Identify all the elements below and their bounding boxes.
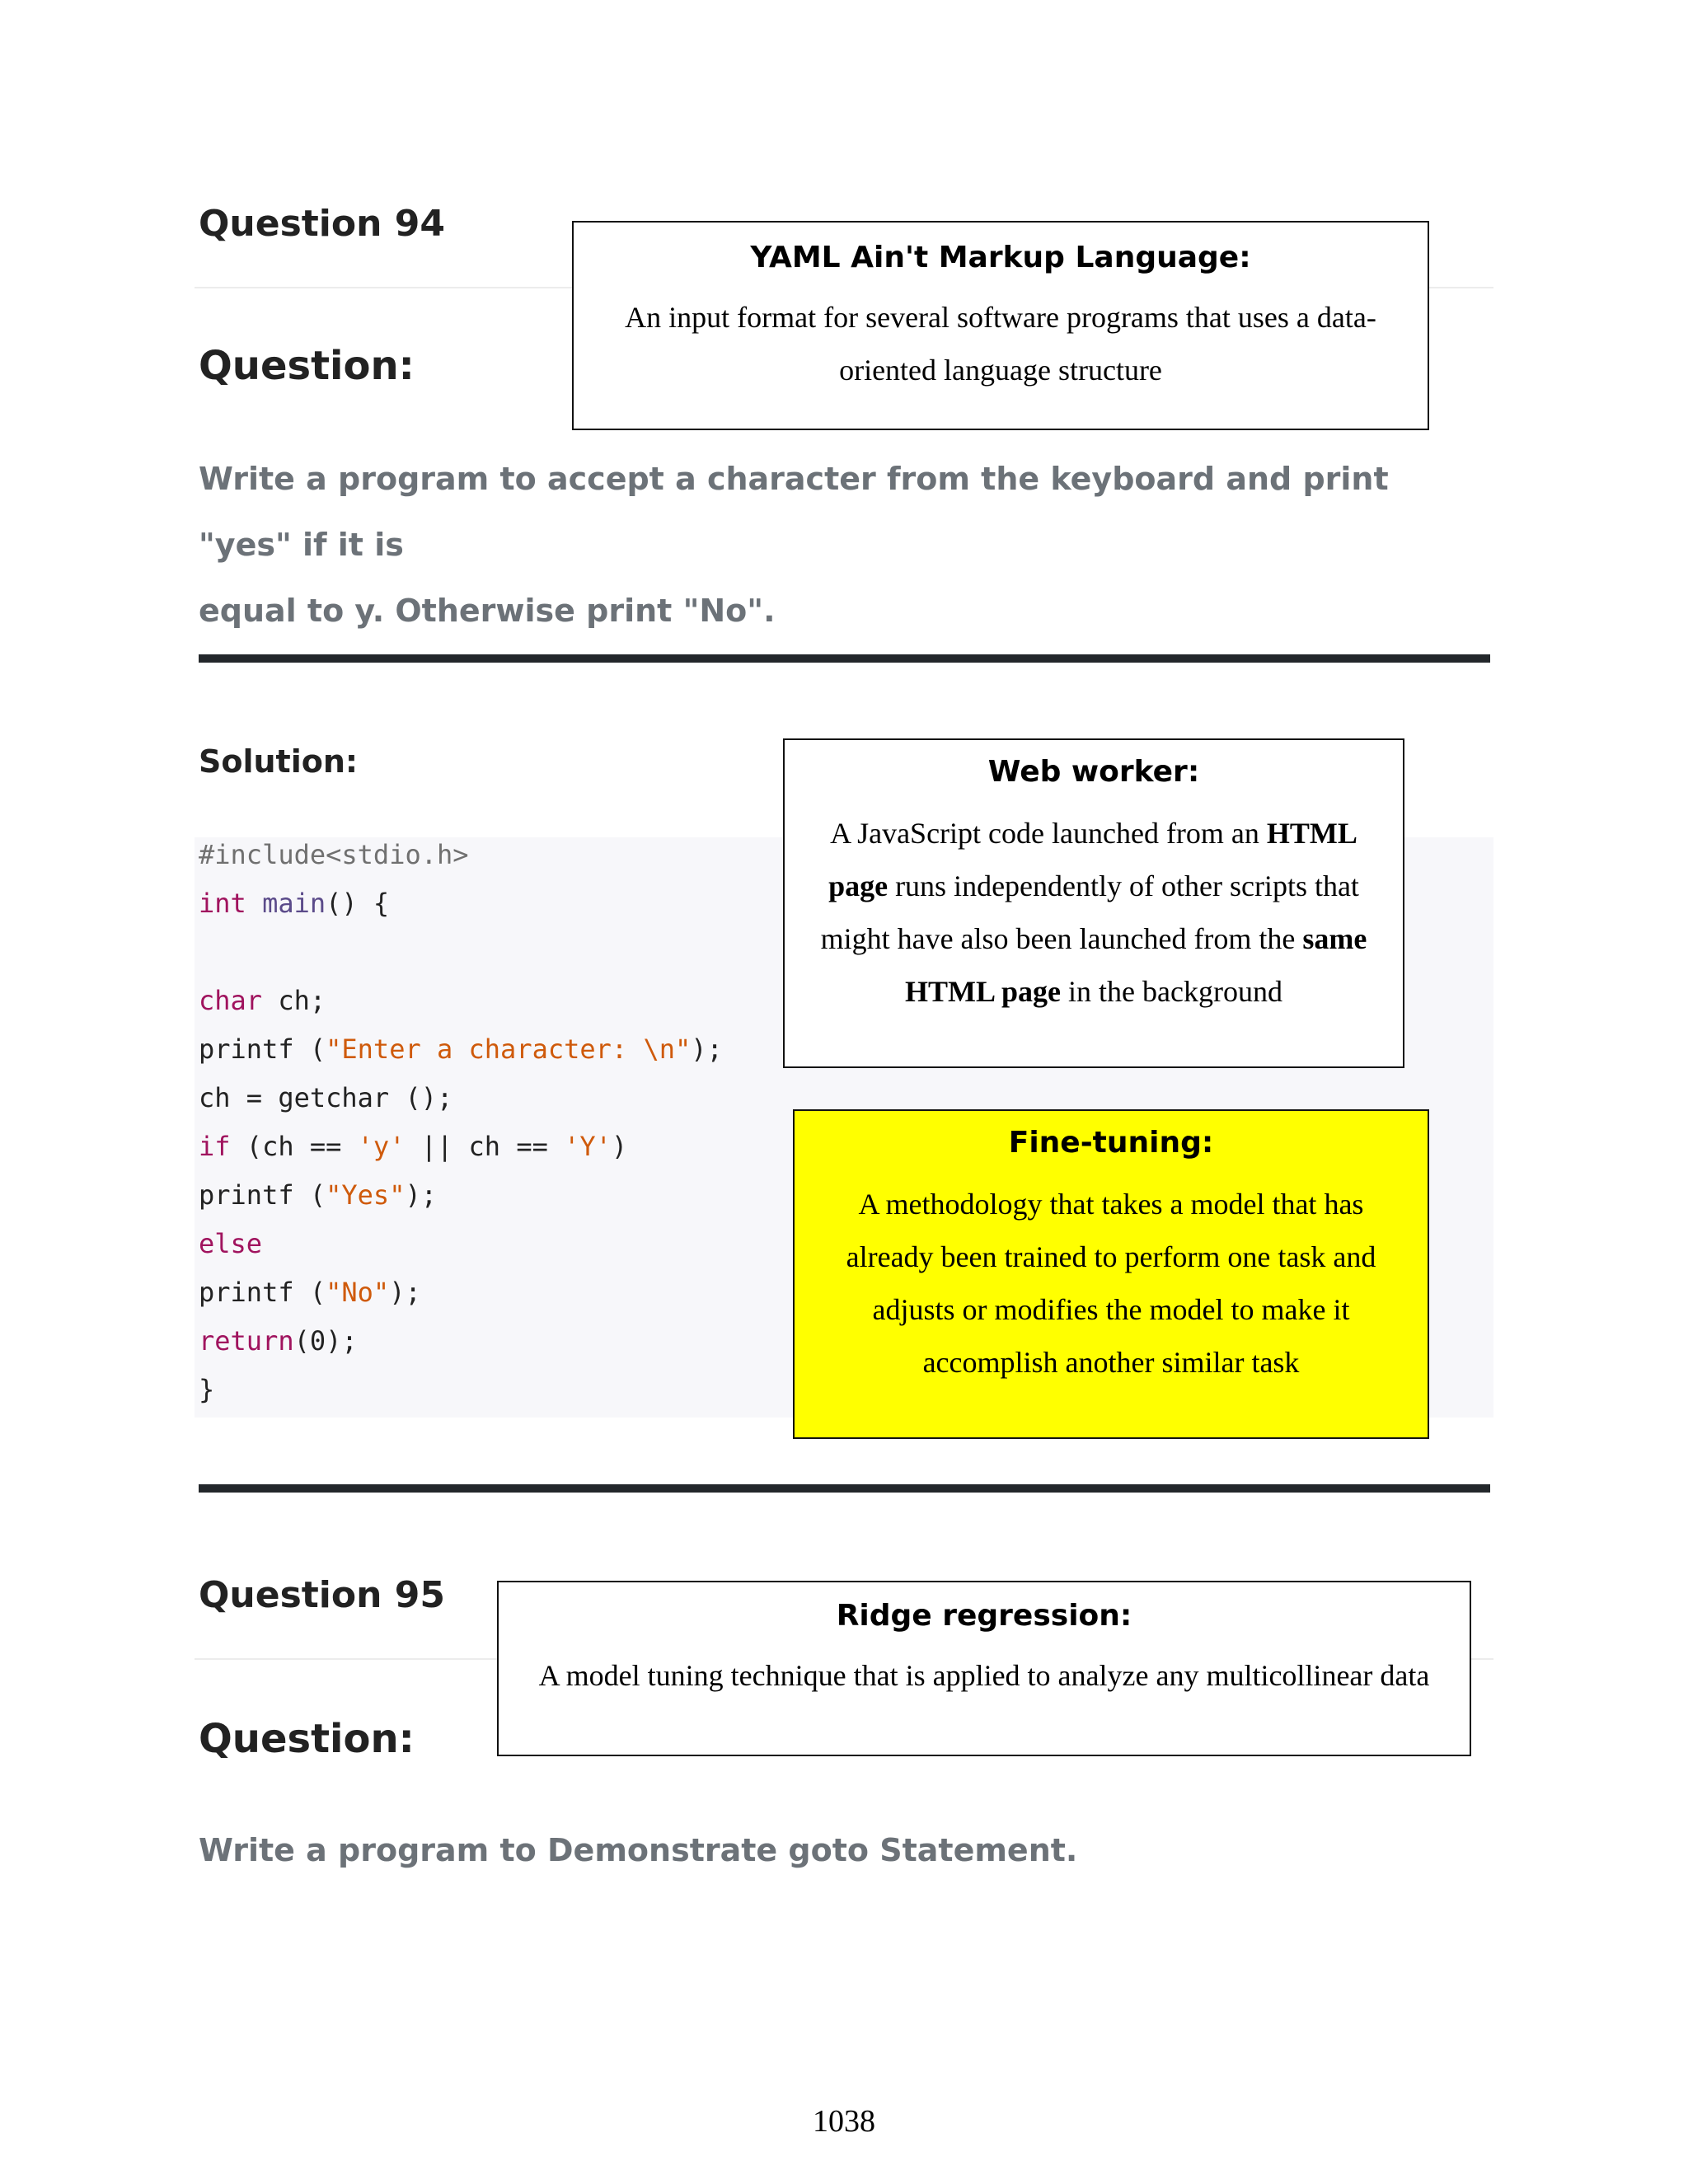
code-text: ch; — [262, 985, 326, 1016]
callout-bold-text: HTML — [1266, 817, 1357, 850]
code-text: printf ( — [199, 1179, 326, 1211]
code-text: (ch == — [230, 1131, 358, 1162]
question-95-text: Write a program to Demonstrate goto Statement. — [199, 1832, 1078, 1868]
section-divider — [199, 1484, 1490, 1493]
code-line-closing: } — [199, 1374, 215, 1405]
code-line-else: else — [199, 1228, 263, 1259]
callout-bold-text: same — [1302, 922, 1367, 955]
section-divider — [199, 654, 1490, 663]
code-line-if — [199, 1122, 723, 1171]
code-text: ); — [405, 1179, 437, 1211]
callout-line — [785, 912, 1403, 965]
question-label: Question: — [199, 1716, 415, 1762]
callout-text: might have also been launched from the — [820, 922, 1303, 955]
callout-body — [795, 1178, 1428, 1389]
code-text: ); — [691, 1033, 723, 1065]
question-94-text-line2: equal to y. Otherwise print "No". — [199, 593, 776, 629]
code-string: "No" — [326, 1277, 390, 1308]
question-94-heading: Question 94 — [199, 203, 445, 245]
page-number: 1038 — [813, 2104, 875, 2139]
callout-line: adjusts or modifies the model to make it — [872, 1293, 1350, 1326]
question-label: Question: — [199, 343, 415, 389]
ridge-regression-callout — [497, 1581, 1471, 1756]
callout-line — [785, 807, 1403, 860]
code-line-main — [199, 879, 723, 928]
callout-bold-text: page — [828, 869, 889, 902]
solution-label: Solution: — [199, 743, 359, 780]
code-string: 'Y' — [564, 1131, 612, 1162]
code-keyword: char — [199, 985, 263, 1016]
callout-line — [785, 965, 1403, 1018]
callout-body — [785, 807, 1403, 1018]
web-worker-callout — [783, 738, 1404, 1068]
callout-line: already been trained to perform one task and — [846, 1240, 1376, 1273]
code-text: printf ( — [199, 1033, 326, 1065]
fine-tuning-callout — [793, 1109, 1429, 1439]
code-text: ) — [611, 1131, 628, 1162]
question-94-text — [199, 446, 1484, 644]
code-function: main — [262, 888, 326, 919]
code-line-printf-yes — [199, 1171, 723, 1220]
callout-body — [499, 1649, 1470, 1702]
callout-line: A model tuning technique that is applied to analyze any multicollinear data — [538, 1659, 1430, 1692]
callout-line: An input format for several software programs that uses a data- — [625, 301, 1376, 334]
question-94-text-line1: Write a program to accept a character from the keyboard and print "yes" if it is — [199, 461, 1389, 563]
callout-line: oriented language structure — [839, 354, 1162, 387]
callout-line: accomplish another similar task — [922, 1346, 1300, 1379]
code-line-blank — [199, 928, 723, 977]
callout-title: YAML Ain't Markup Language: — [750, 241, 1251, 274]
code-text: ); — [389, 1277, 421, 1308]
callout-title: Web worker: — [987, 755, 1200, 789]
code-text: (0); — [293, 1325, 358, 1357]
code-string: 'y' — [357, 1131, 406, 1162]
callout-body — [574, 291, 1428, 396]
callout-text: in the background — [1061, 975, 1282, 1008]
yaml-callout — [572, 221, 1429, 430]
code-line-printf-no — [199, 1268, 723, 1317]
code-line-printf-prompt — [199, 1025, 723, 1074]
callout-title: Ridge regression: — [836, 1599, 1132, 1633]
callout-line — [785, 860, 1403, 912]
code-text: printf ( — [199, 1277, 326, 1308]
code-text: || ch == — [405, 1131, 565, 1162]
code-keyword: int — [199, 888, 246, 919]
question-95-heading: Question 95 — [199, 1574, 445, 1616]
callout-text: runs independently of other scripts that — [888, 869, 1359, 902]
callout-bold-text: HTML page — [905, 975, 1062, 1008]
code-keyword: return — [199, 1325, 294, 1357]
code-string: "Yes" — [326, 1179, 406, 1211]
code-keyword: if — [199, 1131, 231, 1162]
code-line-return — [199, 1317, 723, 1366]
code-line-getchar: ch = getchar (); — [199, 1082, 453, 1113]
code-line-char — [199, 977, 723, 1025]
callout-title: Fine-tuning: — [1008, 1126, 1214, 1160]
code-block — [199, 831, 723, 1414]
callout-text: A JavaScript code launched from an — [830, 817, 1267, 850]
code-line-include: #include<stdio.h> — [199, 839, 469, 870]
code-string: "Enter a character: \n" — [326, 1033, 692, 1065]
callout-line: A methodology that takes a model that has — [858, 1188, 1364, 1221]
code-text: () { — [326, 888, 390, 919]
